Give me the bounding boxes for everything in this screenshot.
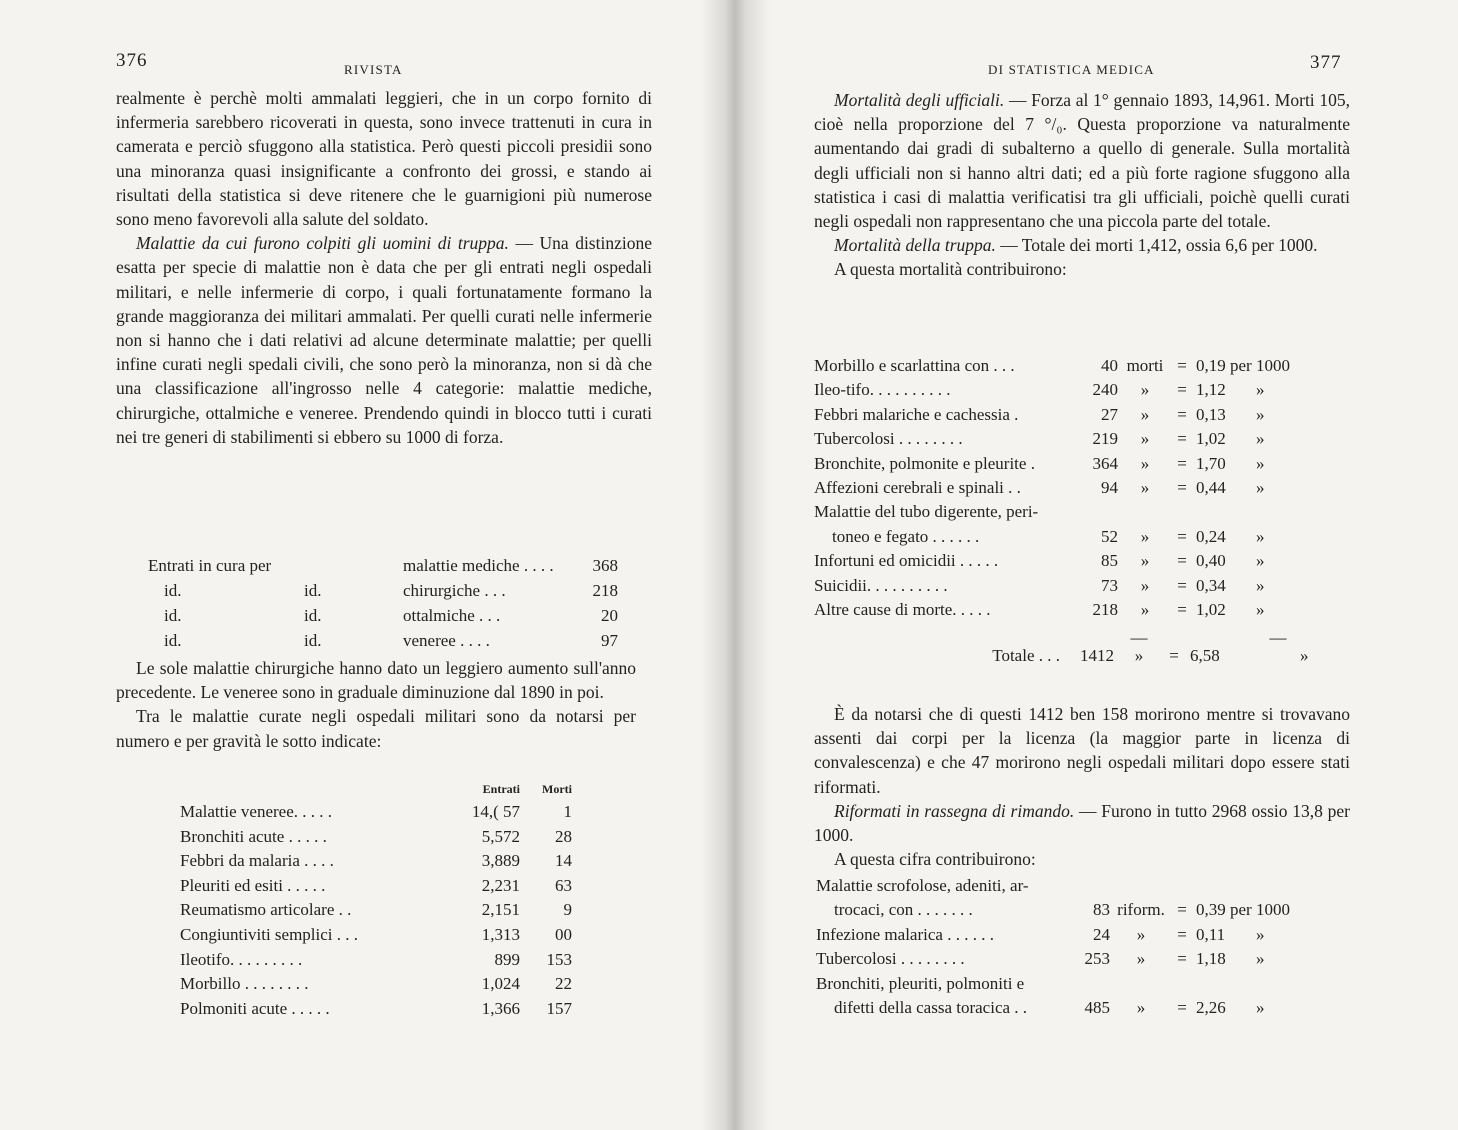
- cause-count: 240: [1092, 380, 1118, 400]
- cause-unit: »: [1140, 551, 1150, 571]
- cause-count: 40: [1101, 356, 1118, 375]
- cause-count: 24: [1093, 924, 1110, 944]
- disease-morti: 157: [546, 998, 572, 1018]
- entrati-value: 20: [601, 606, 618, 625]
- cause-eq: =: [1177, 477, 1187, 497]
- section-heading: Mortalità degli ufficiali.: [834, 90, 1005, 110]
- cause-label: Bronchiti, pleuriti, polmoniti e: [816, 973, 1025, 993]
- cause-mark: »: [1256, 551, 1265, 571]
- paragraph: Le sole malattie chirurgiche hanno dato un leggiero aumento sull'anno precedente. Le veneree sono in graduale diminuzione dal 1890 in poi.: [116, 658, 636, 703]
- cause-rate: 0,40: [1196, 551, 1226, 571]
- paragraph: [814, 233, 1350, 257]
- cause-eq: =: [1177, 453, 1187, 473]
- paragraph: [814, 88, 1350, 233]
- cause-count: 253: [1084, 949, 1110, 969]
- disease-entrati: 14,( 57: [471, 802, 520, 821]
- disease-name: Bronchiti acute . . . . .: [180, 826, 327, 846]
- disease-name: Morbillo . . . . . . . .: [180, 974, 309, 994]
- cause-label: Bronchite, polmonite e pleurite .: [814, 453, 1035, 473]
- cause-rate: 2,26: [1196, 997, 1226, 1017]
- running-head: RIVISTA: [344, 62, 403, 77]
- cause-count: 219: [1092, 429, 1118, 449]
- disease-entrati: 899: [494, 949, 520, 969]
- cause-rate: 0,11: [1196, 924, 1226, 944]
- cause-eq: =: [1177, 575, 1187, 595]
- cause-label: Malattie del tubo digerente, peri-: [814, 502, 1039, 522]
- section-heading: Malattie da cui furono colpiti gli uomini di truppa.: [136, 233, 509, 254]
- section-heading: Riformati in rassegna di rimando.: [834, 800, 1075, 821]
- column-header: Entrati: [482, 782, 520, 796]
- total-unit: »: [1134, 646, 1144, 665]
- entrati-id: id.: [304, 606, 322, 625]
- riformati-table: [816, 876, 1366, 1022]
- cause-unit: »: [1136, 924, 1146, 944]
- table-row: [180, 974, 600, 999]
- disease-entrati: 5,572: [481, 826, 520, 846]
- disease-table: [180, 782, 600, 1023]
- cause-count: 94: [1101, 477, 1118, 497]
- table-row: [814, 551, 1354, 575]
- cause-rate: 1,18: [1196, 949, 1226, 969]
- table-row: [814, 380, 1354, 404]
- entrati-value: 97: [601, 631, 618, 650]
- table-row: [814, 454, 1354, 478]
- rule-mark: —: [1269, 628, 1287, 647]
- page-number: 376: [116, 50, 148, 71]
- disease-name: Pleuriti ed esiti . . . . .: [180, 875, 326, 895]
- entrati-row: [148, 631, 618, 656]
- disease-rows: [180, 802, 600, 1023]
- left-body-top: [116, 86, 652, 449]
- cause-mark: »: [1256, 949, 1265, 969]
- table-header: [180, 782, 600, 802]
- cause-eq: =: [1177, 599, 1187, 619]
- total-mark: »: [1300, 646, 1309, 665]
- cause-eq: =: [1177, 429, 1187, 449]
- cause-count: 52: [1101, 526, 1118, 546]
- disease-name: Febbri da malaria . . . .: [180, 851, 334, 871]
- cause-rate: 1,12: [1196, 380, 1226, 400]
- table-row: [180, 925, 600, 950]
- cause-mark: »: [1256, 575, 1265, 595]
- total-row: [814, 646, 1354, 670]
- disease-entrati: 2,151: [481, 900, 520, 920]
- cause-rate: 0,13: [1196, 404, 1226, 424]
- cause-rate: 0,34: [1196, 575, 1226, 595]
- table-row: [180, 802, 600, 827]
- cause-label: Infortuni ed omicidii . . . . .: [814, 551, 999, 571]
- table-row: [814, 405, 1354, 429]
- cause-mark: »: [1256, 429, 1265, 449]
- disease-name: Malattie veneree. . . . .: [180, 802, 332, 821]
- disease-morti: 153: [546, 949, 572, 969]
- cause-unit: »: [1140, 526, 1150, 546]
- entrati-id: id.: [304, 631, 322, 650]
- table-row: [180, 999, 600, 1024]
- left-body-middle: [116, 656, 636, 753]
- disease-name: Ileotifo. . . . . . . . .: [180, 949, 303, 969]
- table-row: [180, 876, 600, 901]
- cause-eq: =: [1177, 924, 1187, 944]
- disease-entrati: 1,313: [481, 924, 520, 944]
- entrati-row: [148, 606, 618, 631]
- table-row: [814, 600, 1354, 624]
- entrati-category: veneree . . . .: [403, 631, 490, 650]
- entrati-id: id.: [164, 581, 182, 600]
- cause-mark: »: [1256, 380, 1265, 400]
- mortality-table: [814, 356, 1354, 624]
- cause-eq: =: [1177, 526, 1187, 546]
- disease-morti: 14: [555, 851, 572, 871]
- cause-label: toneo e fegato . . . . . .: [832, 526, 980, 546]
- paragraph: [116, 231, 652, 449]
- paragraph: A questa cifra contribuirono:: [834, 849, 1036, 870]
- table-row: [814, 502, 1354, 526]
- cause-count: 218: [1092, 599, 1118, 619]
- cause-rate: 1,02: [1196, 599, 1226, 619]
- disease-entrati: 3,889: [481, 851, 520, 871]
- right-body-bottom: [814, 702, 1350, 871]
- table-row: [180, 827, 600, 852]
- disease-name: Polmoniti acute . . . . .: [180, 998, 330, 1018]
- cause-label: Tubercolosi . . . . . . . .: [814, 429, 963, 449]
- disease-entrati: 2,231: [481, 875, 520, 895]
- cause-unit: »: [1140, 575, 1150, 595]
- cause-mark: »: [1256, 599, 1265, 619]
- cause-unit: »: [1140, 599, 1150, 619]
- entrati-category: malattie mediche . . . .: [403, 556, 554, 575]
- cause-unit: »: [1140, 477, 1150, 497]
- cause-eq: =: [1177, 356, 1187, 375]
- table-row: [816, 974, 1366, 998]
- paragraph: [814, 799, 1350, 847]
- total-rule: [814, 628, 1354, 646]
- cause-count: 83: [1093, 900, 1110, 920]
- paragraph-text: — Forza al 1° gennaio 1893, 14,961. Morti 105, cioè nella proporzione del 7 °/₀. Questa proporzione va naturalmente aumentando dai gradi di subalterno a quello di generale. Sulla mortalità degli ufficiali non si hanno altri dati; ed a più forte ragione sfuggono alla statistica i casi di malattia verificatisi tra gli ufficiali, poichè quelli curati negli ospedali non rappresentano che una piccola parte del totale.: [814, 90, 1350, 232]
- cause-unit: »: [1136, 997, 1146, 1017]
- disease-morti: 9: [563, 900, 572, 920]
- entrati-category: chirurgiche . . .: [403, 581, 506, 600]
- rule-mark: —: [1130, 628, 1148, 647]
- cause-count: 485: [1084, 997, 1110, 1017]
- entrati-category: ottalmiche . . .: [403, 606, 501, 625]
- cause-unit: morti: [1126, 356, 1164, 375]
- section-heading: Mortalità della truppa.: [834, 235, 996, 256]
- cause-label: Infezione malarica . . . . . .: [816, 924, 994, 944]
- cause-label: Altre cause di morte. . . . .: [814, 599, 991, 619]
- disease-morti: 22: [555, 974, 572, 994]
- cause-rate: 0,39 per 1000: [1196, 900, 1290, 920]
- table-row: [814, 356, 1354, 380]
- disease-entrati: 1,366: [481, 998, 520, 1018]
- cause-label: Affezioni cerebrali e spinali . .: [814, 477, 1021, 497]
- disease-morti: 63: [555, 875, 572, 895]
- running-head: DI STATISTICA MEDICA: [988, 62, 1155, 77]
- cause-count: 27: [1101, 404, 1118, 424]
- cause-unit: »: [1140, 380, 1150, 400]
- table-row: [816, 949, 1366, 973]
- disease-morti: 28: [555, 826, 572, 846]
- cause-eq: =: [1177, 949, 1187, 969]
- entrati-table: [148, 556, 618, 656]
- cause-eq: =: [1177, 551, 1187, 571]
- table-row: [816, 876, 1366, 900]
- entrati-id: id.: [164, 631, 182, 650]
- cause-mark: »: [1256, 997, 1265, 1017]
- paragraph: realmente è perchè molti ammalati leggieri, che in un corpo fornito di infermeria sarebbero ricoverati in questa, sono invece trattenuti in cura in camerata e perciò sfuggono alla statistica. Però questi piccoli presidii sono una minoranza quasi insignificante a confronto dei grossi, e stando ai risultati della statistica si deve ritenere che le guarnigioni più numerose sono meno favorevoli alla salute del soldato.: [116, 88, 652, 230]
- cause-count: 364: [1092, 453, 1118, 473]
- cause-count: 85: [1101, 551, 1118, 571]
- cause-mark: »: [1256, 924, 1265, 944]
- entrati-id: id.: [304, 581, 322, 600]
- cause-rate: 0,19 per 1000: [1196, 356, 1290, 375]
- cause-label: Febbri malariche e cachessia .: [814, 404, 1019, 424]
- cause-label: trocaci, con . . . . . . .: [834, 900, 973, 920]
- cause-label: difetti della cassa toracica . .: [834, 997, 1028, 1017]
- cause-mark: »: [1256, 453, 1265, 473]
- table-row: [180, 900, 600, 925]
- cause-count: 73: [1101, 575, 1118, 595]
- table-row: [814, 478, 1354, 502]
- total-rate: 6,58: [1190, 646, 1220, 665]
- entrati-row: [148, 556, 618, 581]
- disease-name: Congiuntiviti semplici . . .: [180, 924, 359, 944]
- table-row: [180, 950, 600, 975]
- table-row: [816, 998, 1366, 1022]
- total-label: Totale . . .: [992, 646, 1060, 665]
- cause-rate: 1,70: [1196, 453, 1226, 473]
- mortality-total: [814, 628, 1354, 670]
- table-row: [816, 900, 1366, 924]
- table-row: [180, 851, 600, 876]
- disease-entrati: 1,024: [481, 974, 520, 994]
- cause-eq: =: [1177, 404, 1187, 424]
- table-row: [814, 527, 1354, 551]
- cause-eq: =: [1177, 997, 1187, 1017]
- disease-morti: 00: [555, 924, 572, 944]
- total-eq: =: [1169, 646, 1179, 665]
- paragraph: È da notarsi che di questi 1412 ben 158 morirono mentre si trovavano assenti dai corpi per la licenza (la maggior parte in licenza di convalescenza) e che 47 morirono negli ospedali militari dopo essere stati riformati.: [814, 704, 1350, 797]
- paragraph-text: — Totale dei morti 1,412, ossia 6,6 per 1000.: [995, 235, 1318, 256]
- cause-unit: riform.: [1117, 900, 1165, 920]
- table-row: [816, 925, 1366, 949]
- entrati-id: id.: [164, 606, 182, 625]
- cause-label: Morbillo e scarlattina con . . .: [814, 356, 1015, 375]
- cause-label: Malattie scrofolose, adeniti, ar-: [816, 876, 1029, 895]
- column-header: Morti: [542, 782, 572, 796]
- paragraph: Tra le malattie curate negli ospedali militari sono da notarsi per numero e per gravità le sotto indicate:: [116, 706, 636, 751]
- cause-eq: =: [1177, 380, 1187, 400]
- total-num: 1412: [1080, 646, 1114, 665]
- cause-unit: »: [1136, 949, 1146, 969]
- disease-name: Reumatismo articolare . .: [180, 900, 352, 920]
- cause-label: Suicidii. . . . . . . . . .: [814, 575, 948, 595]
- cause-label: Tubercolosi . . . . . . . .: [816, 949, 965, 969]
- paragraph-text: — Una distinzione esatta per specie di malattie non è data che per gli entrati negli ospedali militari, e nelle infermerie di corpo, i quali fortunatamente formano la grande maggioranza dei militari ammalati. Per quelli curati nelle infermerie non si hanno che i dati relativi ad alcune determinate malattie; per quelli infine curati negli spedali civili, che sono però la minoranza, non si dà che una classificazione all'ingrosso nelle 4 categorie: malattie mediche, chirurgiche, ottalmiche e veneree. Prendendo quindi in blocco tutti i curati nei tre generi di stabilimenti si ebbero su 1000 di forza.: [116, 233, 652, 447]
- cause-unit: »: [1140, 404, 1150, 424]
- entrati-value: 218: [592, 581, 618, 600]
- disease-morti: 1: [563, 802, 572, 821]
- cause-mark: »: [1256, 404, 1265, 424]
- right-body-top: [814, 88, 1350, 282]
- entrati-label: Entrati in cura per: [148, 556, 272, 575]
- cause-rate: 0,44: [1196, 477, 1226, 497]
- page-number: 377: [1310, 52, 1342, 73]
- cause-mark: »: [1256, 477, 1265, 497]
- cause-mark: »: [1256, 526, 1265, 546]
- paragraph: A questa mortalità contribuirono:: [834, 259, 1067, 280]
- cause-unit: »: [1140, 453, 1150, 473]
- entrati-row: [148, 581, 618, 606]
- cause-label: Ileo-tifo. . . . . . . . . .: [814, 380, 951, 400]
- cause-rate: 1,02: [1196, 429, 1226, 449]
- entrati-value: 368: [592, 556, 618, 575]
- left-page: [0, 0, 728, 1130]
- paragraph-text: — Furono in tutto 2968 ossio 13,8 per 1000.: [814, 800, 1350, 846]
- cause-eq: =: [1177, 900, 1187, 920]
- cause-unit: »: [1140, 429, 1150, 449]
- table-row: [814, 576, 1354, 600]
- table-row: [814, 429, 1354, 453]
- right-page: [728, 0, 1458, 1130]
- cause-rate: 0,24: [1196, 526, 1226, 546]
